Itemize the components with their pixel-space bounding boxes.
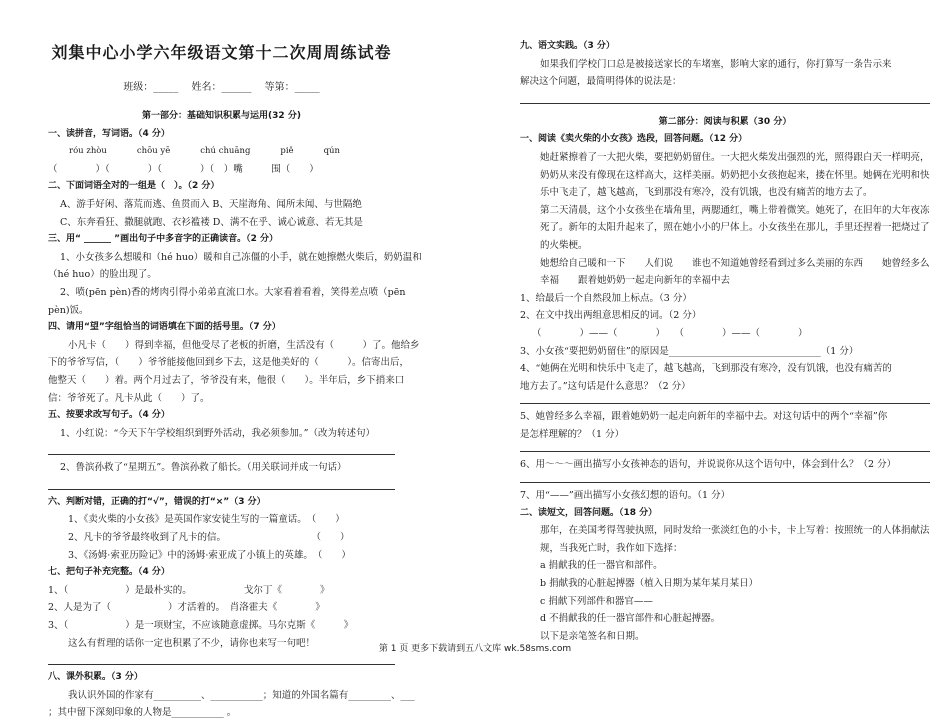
r1-title: 一、阅读《卖火柴的小女孩》选段，回答问题。（12 分）	[520, 134, 748, 145]
q2-option-line: C、东奔看狂、撒腿就跑、衣衫褴褛 D、满不在乎、诚心诚意、若无其是	[60, 216, 363, 228]
q7-line: 3、（ ）是一项财宝，不应该随意虚掷。马尔克斯《 》	[48, 620, 354, 632]
r2-tail: 以下是亲笔签名和日期。	[540, 630, 645, 642]
r1-paragraph: 第二天清晨，这个小女孩坐在墙角里，两腮通红，嘴上带着微笑。她死了，在旧年的大年夜冻死了。新年的太阳升起来了，照在她小小的尸体上。小女孩坐在那儿，手里还捏着一把烧过了的火柴梗。	[540, 204, 930, 251]
r2-option: d 不捐献我的任一器官部件和心脏起搏器。	[540, 613, 721, 625]
r2-option: b 捐献我的心脏起搏器（植入日期为某年某月某日）	[540, 578, 759, 590]
q9-line: 如果我们学校门口总是被接送家长的车堵塞，影响大家的通行，你打算写一条告示来	[540, 58, 892, 70]
q8-line: 我认识外国的作家有__________、___________；知道的外国名篇有_________、___	[68, 689, 415, 701]
answer-line[interactable]	[520, 395, 930, 404]
r2-option: c 捐献下列部件和器官——	[540, 595, 653, 607]
q3-title: 三、用“ ______ ”画出句子中多音字的正确读音。（2 分）	[48, 234, 278, 245]
r1-question: 2、在文中找出两组意思相反的词。（2 分）	[520, 310, 702, 322]
pinyin-item: chōu yē	[136, 146, 171, 157]
r1-question: 7、用“——”画出描写小女孩幻想的语句。（1 分）	[520, 490, 731, 502]
q6-title: 六、判断对错，正确的打“√”，错误的打“×”（3 分）	[48, 496, 266, 507]
pinyin-item: piě	[280, 146, 294, 157]
q8-line: ；其中留下深刻印象的人物是___________ 。	[48, 707, 237, 719]
r1-question: 4、“她俩在光明和快乐中飞走了，越飞越高，飞到那没有寒冷，没有饥饿，也没有痛苦的	[520, 363, 892, 375]
q5-line: 2、鲁滨孙救了“星期五”。鲁滨孙救了船长。（用关联词并成一句话）	[60, 462, 347, 474]
q4-line: 小凡卡（ ）得到幸福，但他受尽了老板的折磨，生活没有（ ）了。他给乡	[68, 339, 420, 351]
q4-line: 下的爷爷写信，（ ）爷爷能接他回到乡下去，这是他美好的（ ）。信寄出后，	[48, 357, 410, 369]
q3-line: （hé huo）的脸出现了。	[48, 269, 157, 281]
answer-line[interactable]	[48, 477, 395, 490]
pinyin-item: qún	[323, 146, 340, 157]
q7-title: 七、把句子补充完整。（4 分）	[48, 567, 170, 578]
r1-question: 地方去了。”这句话是什么意思？（2 分）	[520, 380, 691, 392]
q8-title: 八、课外积累。（3 分）	[48, 672, 143, 683]
answer-line[interactable]	[48, 442, 395, 455]
q6-line: 3、《汤姆·索亚历险记》中的汤姆·索亚成了小镇上的英雄。 （ ）	[68, 549, 351, 561]
student-info-line: 班级：_____ 姓名：______ 等第：_____	[123, 82, 320, 93]
q9-title: 九、语文实践。（3 分）	[520, 41, 615, 51]
r1-q2-blanks: （ ）——（ ） （ ）——（ ）	[532, 327, 808, 339]
q7-line: 这么有哲理的话你一定也积累了不少，请你也来写一句吧！	[68, 637, 316, 649]
q2-title: 二、下面词语全对的一组是（ ）。（2 分）	[48, 181, 220, 192]
part1-title: 第一部分：基础知识积累与运用(32 分)	[142, 111, 301, 121]
q3-line: pèn)饭。	[48, 304, 89, 316]
q6-line: 1、《卖火柴的小女孩》是英国作家安徒生写的一篇童话。 （ ）	[68, 514, 345, 526]
exam-title: 刘集中心小学六年级语文第十二次周周练试卷	[51, 43, 392, 62]
answer-line[interactable]	[48, 652, 395, 665]
q2-option-line: A、游手好闲、落荒而逃、鱼贯而入 B、天崖海角、闻所未闻、与世隔绝	[60, 198, 362, 210]
r2-paragraph: 那年，在美国考得驾驶执照，同时发给一张淡红色的小卡，卡上写着：按照统一的人体捐献法规，当我死亡时，我作如下选择：	[540, 525, 930, 554]
r1-question: 6、用～～～画出描写小女孩神态的语句，并说说你从这个语句中，体会到什么？（2 分）	[520, 459, 897, 471]
r1-question: 5、她曾经多么幸福，跟着她奶奶一起走向新年的幸福中去。对这句话中的两个“幸福”你	[520, 411, 888, 423]
r1-question: 1、给最后一个自然段加上标点。（3 分）	[520, 292, 692, 304]
q4-line: 他整天（ ）着。两个月过去了，爷爷没有来，他很（ ）。半年后，乡下捎来口	[48, 374, 405, 386]
part2-title: 第二部分：阅读与积累（30 分）	[658, 116, 792, 127]
r1-question: 是怎样理解的？（1 分）	[520, 428, 625, 440]
pinyin-item: chú chuāng	[200, 146, 251, 157]
r2-title: 二、读短文，回答问题。（18 分）	[520, 507, 658, 518]
answer-line[interactable]	[520, 474, 930, 483]
q9-line: 解决这个问题，最简明得体的说法是：	[520, 76, 682, 88]
left-column	[48, 108, 422, 722]
q7-line: 2、人是为了（ ）才活着的。 肖洛霍夫《 》	[48, 602, 325, 614]
q5-title: 五、按要求改写句子。（4 分）	[48, 410, 170, 421]
q1-blanks: （ ）（ ）（ ）（ ）嘴 围（ ）	[48, 163, 319, 175]
q3-line: 1、小女孩多么想暖和（hé huo）暖和自己冻僵的小手，就在她擦燃火柴后，奶奶温和	[60, 251, 422, 263]
q1-title: 一、读拼音，写词语。（4 分）	[48, 128, 170, 139]
r2-option: a 捐献我的任一器官和部件。	[540, 560, 663, 572]
answer-line[interactable]	[520, 443, 930, 452]
pinyin-item: róu zhòu	[69, 146, 107, 157]
q3-line: 2、喷(pēn pèn)香的烤肉引得小弟弟直流口水。大家看着看着，笑得差点喷（pēn	[60, 286, 406, 298]
page-footer: 第 1 页 更多下载请到五八文库 wk.58sms.com	[378, 644, 572, 654]
q5-line: 1、小红说：“今天下午学校组织到野外活动，我必须参加。”（改为转述句）	[60, 427, 376, 439]
right-column	[520, 38, 930, 645]
q6-line: 2、凡卡的爷爷最终收到了凡卡的信。 （ ）	[68, 532, 350, 544]
r1-paragraph: 她想给自己暖和一下 人们说 谁也不知道她曾经看到过多么美丽的东西 她曾经多么幸福 跟着她奶奶一起走向新年的幸福中去	[540, 257, 930, 287]
answer-line[interactable]	[520, 91, 930, 104]
q1-pinyin-row	[48, 143, 395, 161]
q7-line: 1、（ ）是最朴实的。 戈尔丁《 》	[48, 584, 330, 596]
q4-title: 四、请用“望”字组恰当的词语填在下面的括号里。（7 分）	[48, 322, 281, 333]
q4-line: 信：爷爷死了。凡卡从此（ ）了。	[48, 392, 210, 404]
r1-question: 3、小女孩“要把奶奶留住”的原因是________________________________（1 分）	[520, 345, 859, 357]
r1-paragraph: 她赶紧擦着了一大把火柴，要把奶奶留住。一大把火柴发出强烈的光，照得跟白天一样明亮，奶奶从来没有像现在这样高大，这样美丽。奶奶把小女孩抱起来，搂在怀里。她俩在光明和快乐中飞走了，越飞越高，飞到那没有寒冷，没有饥饿，也没有痛苦的地方去了。	[540, 151, 930, 199]
